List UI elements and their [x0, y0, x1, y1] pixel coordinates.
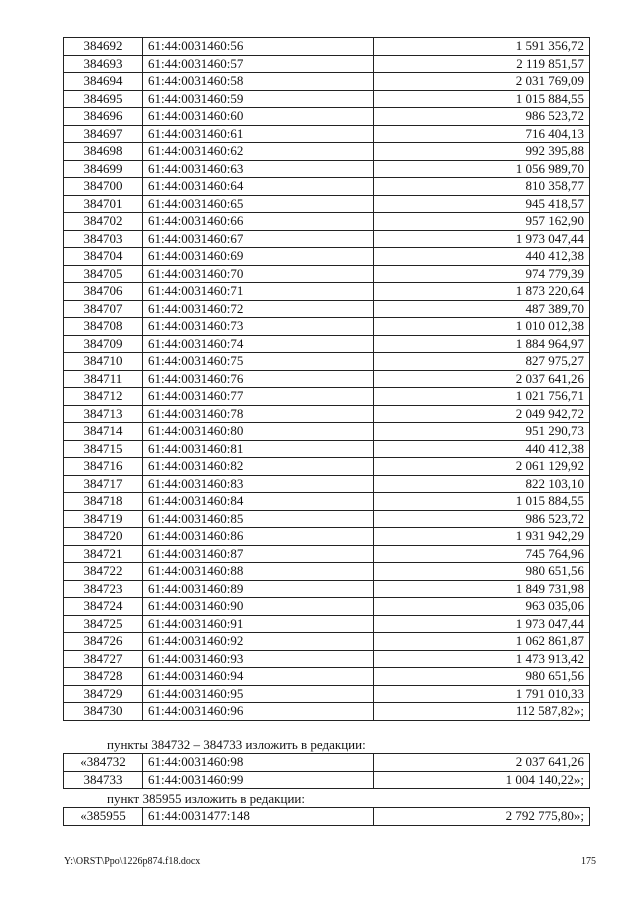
value-cell: 716 404,13	[374, 125, 590, 143]
footer-file-path: Y:\ORST\Ppo\1226p874.f18.docx	[64, 856, 201, 867]
cadastral-number-cell: 61:44:0031460:95	[143, 685, 374, 703]
row-number-cell: 384725	[64, 615, 143, 633]
amendment-table-2	[63, 807, 590, 826]
table-row	[64, 318, 590, 336]
table-row	[64, 808, 590, 826]
row-number-cell: 384699	[64, 160, 143, 178]
table-row	[64, 265, 590, 283]
cadastral-number-cell: 61:44:0031460:62	[143, 143, 374, 161]
table-row	[64, 510, 590, 528]
value-cell: 1 884 964,97	[374, 335, 590, 353]
cadastral-number-cell: 61:44:0031460:94	[143, 668, 374, 686]
value-cell: 945 418,57	[374, 195, 590, 213]
row-number-cell: 384709	[64, 335, 143, 353]
table-row	[64, 650, 590, 668]
cadastral-number-cell: 61:44:0031460:77	[143, 388, 374, 406]
cadastral-number-cell: 61:44:0031460:80	[143, 423, 374, 441]
row-number-cell: 384717	[64, 475, 143, 493]
cadastral-number-cell: 61:44:0031460:71	[143, 283, 374, 301]
value-cell: 2 119 851,57	[374, 55, 590, 73]
cadastral-number-cell: 61:44:0031460:90	[143, 598, 374, 616]
value-cell: 1 849 731,98	[374, 580, 590, 598]
cadastral-number-cell: 61:44:0031460:86	[143, 528, 374, 546]
row-number-cell: 384718	[64, 493, 143, 511]
table-row	[64, 493, 590, 511]
table-row	[64, 335, 590, 353]
row-number-cell: 384719	[64, 510, 143, 528]
value-cell: 2 792 775,80»;	[374, 808, 590, 826]
table-row	[64, 440, 590, 458]
value-cell: 2 037 641,26	[374, 370, 590, 388]
value-cell: 980 651,56	[374, 563, 590, 581]
row-number-cell: 384716	[64, 458, 143, 476]
row-number-cell: 384702	[64, 213, 143, 231]
table-row	[64, 248, 590, 266]
main-table	[63, 37, 590, 721]
row-number-cell: 384694	[64, 73, 143, 91]
cadastral-number-cell: 61:44:0031460:57	[143, 55, 374, 73]
row-number-cell: 384726	[64, 633, 143, 651]
value-cell: 1 021 756,71	[374, 388, 590, 406]
row-number-cell: 384727	[64, 650, 143, 668]
value-cell: 2 031 769,09	[374, 73, 590, 91]
table-row	[64, 423, 590, 441]
value-cell: 487 389,70	[374, 300, 590, 318]
cadastral-number-cell: 61:44:0031460:61	[143, 125, 374, 143]
value-cell: 1 056 989,70	[374, 160, 590, 178]
value-cell: 980 651,56	[374, 668, 590, 686]
table-row	[64, 108, 590, 126]
table-row	[64, 353, 590, 371]
cadastral-number-cell: 61:44:0031460:65	[143, 195, 374, 213]
value-cell: 957 162,90	[374, 213, 590, 231]
table-row	[64, 55, 590, 73]
table-row	[64, 668, 590, 686]
cadastral-number-cell: 61:44:0031460:81	[143, 440, 374, 458]
value-cell: 1 973 047,44	[374, 615, 590, 633]
value-cell: 2 061 129,92	[374, 458, 590, 476]
row-number-cell: «385955	[64, 808, 143, 826]
value-cell: 992 395,88	[374, 143, 590, 161]
cadastral-number-cell: 61:44:0031460:84	[143, 493, 374, 511]
cadastral-number-cell: 61:44:0031460:66	[143, 213, 374, 231]
amendment-table-1	[63, 753, 590, 789]
table-row	[64, 545, 590, 563]
table-row	[64, 300, 590, 318]
table-row	[64, 283, 590, 301]
cadastral-number-cell: 61:44:0031460:78	[143, 405, 374, 423]
amendment-note-1: пункты 384732 – 384733 изложить в редакции:	[107, 737, 366, 752]
cadastral-number-cell: 61:44:0031460:76	[143, 370, 374, 388]
cadastral-number-cell: 61:44:0031460:74	[143, 335, 374, 353]
row-number-cell: 384701	[64, 195, 143, 213]
row-number-cell: 384724	[64, 598, 143, 616]
value-cell: 810 358,77	[374, 178, 590, 196]
table-row	[64, 143, 590, 161]
table-row	[64, 685, 590, 703]
value-cell: 1 931 942,29	[374, 528, 590, 546]
row-number-cell: 384713	[64, 405, 143, 423]
table-row	[64, 754, 590, 772]
table-row	[64, 475, 590, 493]
value-cell: 1 004 140,22»;	[374, 771, 590, 789]
table-row	[64, 580, 590, 598]
row-number-cell: 384705	[64, 265, 143, 283]
value-cell: 1 591 356,72	[374, 38, 590, 56]
value-cell: 1 010 012,38	[374, 318, 590, 336]
cadastral-number-cell: 61:44:0031460:63	[143, 160, 374, 178]
table-row	[64, 125, 590, 143]
cadastral-number-cell: 61:44:0031460:75	[143, 353, 374, 371]
cadastral-number-cell: 61:44:0031460:67	[143, 230, 374, 248]
cadastral-number-cell: 61:44:0031460:56	[143, 38, 374, 56]
row-number-cell: 384712	[64, 388, 143, 406]
value-cell: 440 412,38	[374, 440, 590, 458]
cadastral-number-cell: 61:44:0031460:83	[143, 475, 374, 493]
value-cell: 986 523,72	[374, 510, 590, 528]
cadastral-number-cell: 61:44:0031460:92	[143, 633, 374, 651]
value-cell: 1 015 884,55	[374, 90, 590, 108]
value-cell: 440 412,38	[374, 248, 590, 266]
table-row	[64, 458, 590, 476]
value-cell: 1 062 861,87	[374, 633, 590, 651]
row-number-cell: 384715	[64, 440, 143, 458]
table-row	[64, 213, 590, 231]
cadastral-number-cell: 61:44:0031460:69	[143, 248, 374, 266]
table-row	[64, 615, 590, 633]
cadastral-number-cell: 61:44:0031460:85	[143, 510, 374, 528]
table-row	[64, 633, 590, 651]
cadastral-number-cell: 61:44:0031460:87	[143, 545, 374, 563]
table-row	[64, 771, 590, 789]
row-number-cell: 384722	[64, 563, 143, 581]
cadastral-number-cell: 61:44:0031460:98	[143, 754, 374, 772]
table-row	[64, 598, 590, 616]
amendment-note-2: пункт 385955 изложить в редакции:	[107, 791, 305, 806]
value-cell: 2 037 641,26	[374, 754, 590, 772]
row-number-cell: 384698	[64, 143, 143, 161]
cadastral-number-cell: 61:44:0031460:64	[143, 178, 374, 196]
row-number-cell: 384728	[64, 668, 143, 686]
value-cell: 986 523,72	[374, 108, 590, 126]
row-number-cell: 384730	[64, 703, 143, 721]
value-cell: 1 015 884,55	[374, 493, 590, 511]
value-cell: 112 587,82»;	[374, 703, 590, 721]
table-row	[64, 195, 590, 213]
row-number-cell: 384697	[64, 125, 143, 143]
row-number-cell: 384714	[64, 423, 143, 441]
cadastral-number-cell: 61:44:0031460:73	[143, 318, 374, 336]
table-row	[64, 370, 590, 388]
row-number-cell: 384693	[64, 55, 143, 73]
table-row	[64, 230, 590, 248]
row-number-cell: 384723	[64, 580, 143, 598]
value-cell: 822 103,10	[374, 475, 590, 493]
cadastral-number-cell: 61:44:0031460:60	[143, 108, 374, 126]
value-cell: 974 779,39	[374, 265, 590, 283]
row-number-cell: 384729	[64, 685, 143, 703]
value-cell: 827 975,27	[374, 353, 590, 371]
value-cell: 963 035,06	[374, 598, 590, 616]
cadastral-number-cell: 61:44:0031460:93	[143, 650, 374, 668]
table-row	[64, 388, 590, 406]
cadastral-number-cell: 61:44:0031460:72	[143, 300, 374, 318]
row-number-cell: 384733	[64, 771, 143, 789]
value-cell: 1 873 220,64	[374, 283, 590, 301]
value-cell: 1 473 913,42	[374, 650, 590, 668]
row-number-cell: 384721	[64, 545, 143, 563]
row-number-cell: 384704	[64, 248, 143, 266]
cadastral-number-cell: 61:44:0031460:96	[143, 703, 374, 721]
cadastral-number-cell: 61:44:0031460:58	[143, 73, 374, 91]
row-number-cell: 384720	[64, 528, 143, 546]
cadastral-number-cell: 61:44:0031460:70	[143, 265, 374, 283]
table-row	[64, 160, 590, 178]
table-row	[64, 528, 590, 546]
row-number-cell: 384696	[64, 108, 143, 126]
table-row	[64, 405, 590, 423]
row-number-cell: 384692	[64, 38, 143, 56]
cadastral-number-cell: 61:44:0031460:88	[143, 563, 374, 581]
value-cell: 951 290,73	[374, 423, 590, 441]
cadastral-number-cell: 61:44:0031477:148	[143, 808, 374, 826]
row-number-cell: 384700	[64, 178, 143, 196]
table-row	[64, 90, 590, 108]
table-row	[64, 73, 590, 91]
table-row	[64, 563, 590, 581]
row-number-cell: 384703	[64, 230, 143, 248]
row-number-cell: 384710	[64, 353, 143, 371]
cadastral-number-cell: 61:44:0031460:82	[143, 458, 374, 476]
table-row	[64, 178, 590, 196]
table-row	[64, 703, 590, 721]
value-cell: 2 049 942,72	[374, 405, 590, 423]
row-number-cell: 384708	[64, 318, 143, 336]
page-number: 175	[581, 856, 596, 867]
value-cell: 745 764,96	[374, 545, 590, 563]
value-cell: 1 973 047,44	[374, 230, 590, 248]
cadastral-number-cell: 61:44:0031460:91	[143, 615, 374, 633]
row-number-cell: 384711	[64, 370, 143, 388]
value-cell: 1 791 010,33	[374, 685, 590, 703]
row-number-cell: 384707	[64, 300, 143, 318]
cadastral-number-cell: 61:44:0031460:59	[143, 90, 374, 108]
row-number-cell: 384706	[64, 283, 143, 301]
cadastral-number-cell: 61:44:0031460:99	[143, 771, 374, 789]
row-number-cell: «384732	[64, 754, 143, 772]
row-number-cell: 384695	[64, 90, 143, 108]
cadastral-number-cell: 61:44:0031460:89	[143, 580, 374, 598]
table-row	[64, 38, 590, 56]
